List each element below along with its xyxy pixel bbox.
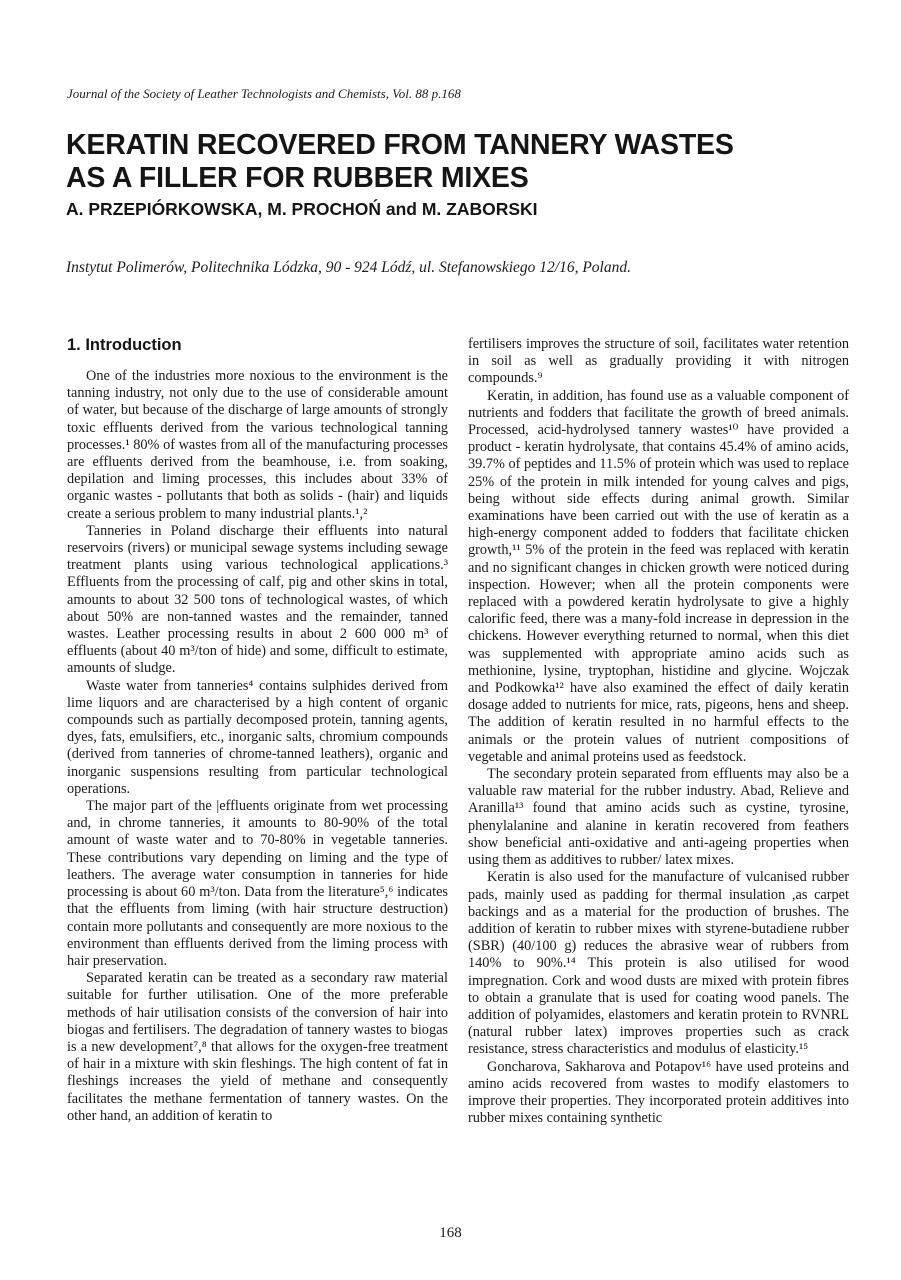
paragraph: Tanneries in Poland discharge their effluents into natural reservoirs (rivers) or municipal sewage systems including sewage treatment plants using various technological applications.³ Effluents from the processing of calf, pig and other skins in total, amounts to about 32 500 tons of technological wastes, of which about 50% are non-tanned wastes and the remainder, tanned wastes. Leather processing results in about 2 600 000 m³ of effluents (about 40 m³/ton of hide) and some, difficult to estimate, amounts of sludge. [67, 522, 448, 677]
section-heading-introduction: 1. Introduction [67, 336, 182, 354]
paragraph: One of the industries more noxious to the environment is the tanning industry, not only due to the use of considerable amount of water, but because of the discharge of large amounts of strongly toxic effluents derived from the various technological tanning processes.¹ 80% of wastes from all of the manufacturing processes are effluents derived from the beamhouse, i.e. from soaking, depilation and liming processes, this includes about 33% of organic wastes - pollutants that both as solids - (hair) and liquids create a serious problem to many industrial plants.¹,² [67, 368, 448, 522]
paragraph: The secondary protein separated from effluents may also be a valuable raw material for the rubber industry. Abad, Relieve and Aranilla¹³ found that amino acids such as cystine, tyrosine, phenylalanine and alanine in keratin recovered from feathers show beneficial anti-oxidative and anti-ageing properties when using them as additives to rubber/ latex mixes. [468, 766, 849, 869]
paragraph: Keratin, in addition, has found use as a valuable component of nutrients and fodders that facilitate the growth of breed animals. Processed, acid-hydrolysed tannery wastes¹⁰ have provided a product - keratin hydrolysate, that contains 45.4% of amino acids, 39.7% of peptides and 11.5% of protein which was used to replace 25% of the protein in milk intended for young calves and pigs, being without side effects during animal growth. Similar examinations have been carried out with the use of keratin as a high-energy component added to fodders that facilitate chicken growth,¹¹ 5% of the protein in the feed was replaced with keratin and no significant changes in chicken growth were noticed during inspection. However; when all the protein components were replaced with a powdered keratin hydrolysate to give a highly calorific feed, there was a many-fold increase in depression in the chickens. However everything returned to normal, when this diet was supplemented with appropriate amino acids such as methionine, lysine, tryptophan, histidine and glycine. Wojczak and Podkowka¹² have also examined the effect of daily keratin dosage added to nutrients for mice, rats, pigeons, hens and sheep. The addition of keratin resulted in no harmful effects to the animals or the protein values of nutrient compositions of vegetable and animal proteins used as feedstock. [468, 387, 850, 765]
paragraph: Separated keratin can be treated as a secondary raw material suitable for further utilisation. One of the more preferable methods of hair utilisation consists of the conversion of hair into biogas and fertilisers. The degradation of tannery wastes to biogas is a new development⁷,⁸ that allows for the oxygen-free treatment of hair in a mixture with skin fleshings. The high content of fat in fleshings increases the yield of methane and consequently facilitates the methane fermentation of tannery wastes. On the other hand, an addition of keratin to [67, 970, 448, 1124]
right-column [468, 336, 849, 1127]
journal-header: Journal of the Society of Leather Technologists and Chemists, Vol. 88 p.168 [67, 86, 461, 101]
title-line-2: AS A FILLER FOR RUBBER MIXES [66, 162, 529, 194]
paragraph: Goncharova, Sakharova and Potapov¹⁶ have used proteins and amino acids recovered from wastes to modify elastomers to improve their properties. They incorporated protein additives into rubber mixes containing synthetic [468, 1058, 849, 1127]
authors-line: A. PRZEPIÓRKOWSKA, M. PROCHOŃ and M. ZABORSKI [66, 199, 538, 219]
left-column [67, 336, 448, 1127]
paragraph: fertilisers improves the structure of soil, facilitates water retention in soil as well as gradually providing it with nitrogen compounds.⁹ [468, 336, 849, 387]
paragraph: Waste water from tanneries⁴ contains sulphides derived from lime liquors and are characterised by a high content of organic compounds such as partially decomposed protein, tanning agents, dyes, fats, emulsifiers, etc., inorganic salts, chromium compounds (derived from tanneries of chrome-tanned leathers), organic and inorganic suspensions resulting from particular technological operations. [67, 677, 448, 797]
two-column-body [67, 336, 849, 1127]
paper-title [66, 129, 734, 195]
affiliation-line: Instytut Polimerów, Politechnika Lódzka, 90 - 924 Lódź, ul. Stefanowskiego 12/16, Poland. [66, 259, 631, 276]
paragraph: The major part of the |effluents originate from wet processing and, in chrome tanneries, it amounts to 80-90% of the total amount of waste water and to 70-80% in vegetable tanneries. These contributions vary depending on liming and the type of leathers. The average water consumption in tanneries for hide processing is about 60 m³/ton. Data from the literature⁵,⁶ indicates that the effluents from liming (with hair structure destruction) contain more pollutants and consequently are more noxious to the environment than effluents derived from the liming process with hair preservation. [67, 798, 448, 969]
paragraph: Keratin is also used for the manufacture of vulcanised rubber pads, mainly used as padding for thermal insulation ,as carpet backings and as a material for the production of brushes. The addition of keratin to rubber mixes with styrene-butadiene rubber (SBR) (40/100 g) reduces the abrasive wear of rubbers from 140% to 90%.¹⁴ This protein is also utilised for wood impregnation. Cork and wood dusts are mixed with protein fibres to obtain a granulate that is used for coating wood panels. The addition of polyamides, elastomers and keratin protein to RVNRL (natural rubber latex) improves properties such as crack resistance, stress characteristics and modulus of elasticity.¹⁵ [468, 869, 849, 1058]
title-line-1: KERATIN RECOVERED FROM TANNERY WASTES [66, 129, 734, 161]
page-number: 168 [439, 1225, 462, 1241]
